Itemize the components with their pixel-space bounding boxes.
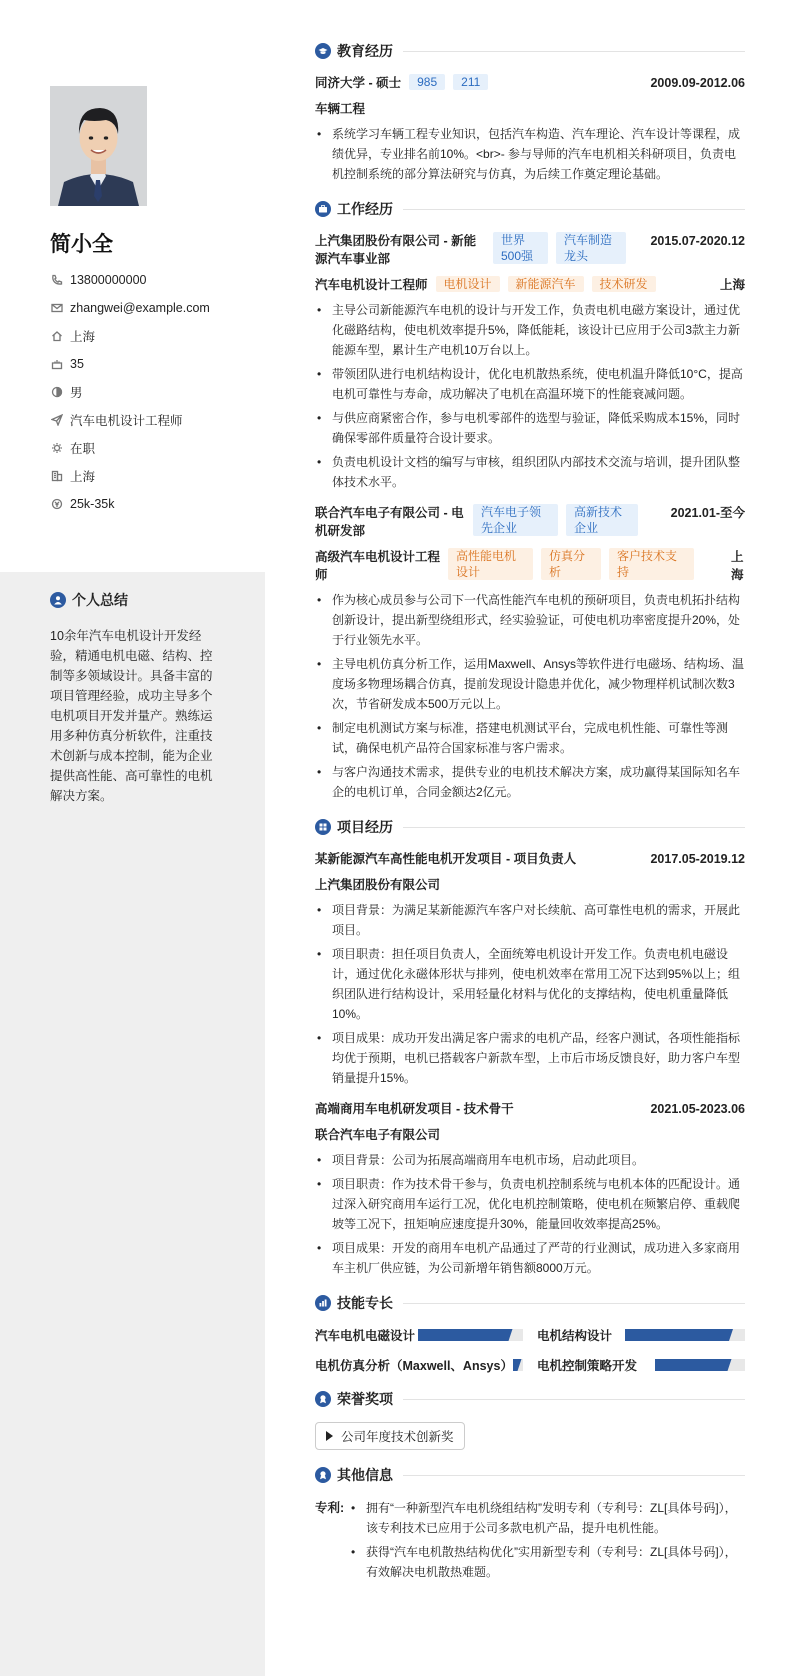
contact-info-list [50,266,260,518]
status-text: 在职 [70,442,96,456]
position-text: 汽车电机设计工程师 [70,414,183,428]
role-row [315,548,745,584]
divider [403,209,745,210]
list-item: • 与客户沟通技术需求，提供专业的电机技术解决方案，成功赢得某国际知名车企的电机订单，合同金额达2亿元。 [315,762,745,802]
other-title: 其他信息 [337,1467,393,1483]
gender-icon [50,385,64,399]
role-tag: 客户技术支持 [609,548,694,580]
education-title: 教育经历 [337,43,393,59]
list-item: • 项目成果：开发的商用车电机产品通过了严苛的行业测试，成功进入多家商用车主机厂供应链，为公司新增年销售额8000万元。 [315,1238,745,1278]
patent-label: 专利: [315,1501,345,1515]
award-label: 公司年度技术创新奖 [341,1430,454,1444]
awards-title: 荣誉奖项 [337,1391,393,1407]
projects-heading [315,816,745,838]
skill-name: 汽车电机电磁设计 [315,1329,416,1343]
project-date: 2021.05-2023.06 [650,1102,745,1116]
list-item: • 项目背景：公司为拓展高端商用车电机市场，启动此项目。 [315,1150,745,1170]
work-date: 2021.01-至今 [670,506,745,520]
list-item: • 系统学习车辆工程专业知识，包括汽车构造、汽车理论、汽车设计等课程，成绩优异，专业排名前10%。<br>- 参与导师的汽车电机相关科研项目，负责电机控制系统的部分算法研究与仿真，为后续工作奠定理论基础。 [315,124,745,184]
gender-text: 男 [70,386,83,400]
work-section [315,198,745,802]
skill-bar [513,1359,523,1371]
role-tag: 仿真分析 [541,548,601,580]
send-icon [50,413,64,427]
education-date: 2009.09-2012.06 [650,76,745,90]
skill-item [537,1356,745,1374]
education-header-row [315,74,745,92]
role-left [315,276,656,294]
skill-fill [418,1329,513,1341]
school-tag: 211 [453,74,488,90]
project-bullets [315,1150,745,1278]
awards-section [315,1388,745,1450]
work-header-row [315,504,745,540]
role-tag: 高性能电机设计 [448,548,533,580]
work-location: 上海 [719,278,745,292]
project-header-row [315,1100,745,1118]
skill-bar [655,1359,745,1371]
major: 车辆工程 [315,102,366,116]
education-entry [315,74,745,184]
bar-chart-icon [315,1295,331,1311]
skill-fill [655,1359,732,1371]
company-tag: 汽车制造龙头 [556,232,626,264]
skill-fill [513,1359,522,1371]
company-name: 上汽集团股份有限公司 - 新能源汽车事业部 [315,234,477,266]
avatar [50,86,147,206]
mail-icon [50,301,64,315]
project-header-row [315,850,745,868]
work-heading [315,198,745,220]
divider [403,1475,745,1476]
school-tag: 985 [409,74,445,90]
play-icon [326,1431,333,1441]
skill-bar [625,1329,745,1341]
avatar-portrait-icon [50,86,147,206]
role-tag: 新能源汽车 [508,276,584,292]
info-work-city [50,462,260,490]
work-bullets [315,590,745,802]
projects-section [315,816,745,1278]
divider [403,51,745,52]
phone-icon [50,273,64,287]
role-row [315,276,745,294]
role-tag: 技术研发 [592,276,656,292]
city-text: 上海 [70,330,96,344]
project-company: 联合汽车电子有限公司 [315,1128,441,1142]
other-heading [315,1464,745,1486]
skill-name: 电机仿真分析（Maxwell、Ansys） [315,1359,513,1373]
patent-list [349,1498,745,1586]
skill-item [315,1356,523,1374]
work-date: 2015.07-2020.12 [650,234,745,248]
awards-heading [315,1388,745,1410]
company-tag: 汽车电子领先企业 [473,504,558,536]
skills-grid [315,1326,745,1374]
home-icon [50,329,64,343]
work-title: 工作经历 [337,201,393,217]
summary-title: 个人总结 [72,592,128,608]
info-salary [50,490,260,518]
list-item: • 与供应商紧密合作，参与电机零部件的选型与验证，降低采购成本15%，同时确保零部件质量符合设计要求。 [315,408,745,448]
skill-bar [418,1329,523,1341]
work-city-text: 上海 [70,470,96,484]
info-phone [50,266,260,294]
work-header-left [315,504,655,540]
building-icon [50,469,64,483]
patents [315,1498,745,1586]
list-item: • 获得“汽车电机散热结构优化”实用新型专利（专利号：ZL[具体号码]），有效解决电机散热难题。 [349,1542,745,1582]
info-gender [50,378,260,406]
project-entry [315,1100,745,1278]
list-item: • 作为核心成员参与公司下一代高性能汽车电机的预研项目，负责电机拓扑结构创新设计，提出新型绕组形式，经实验验证，可使电机功率密度提升20%，处于行业领先水平。 [315,590,745,650]
list-item: • 带领团队进行电机结构设计，优化电机散热系统，使电机温升降低10°C，提高电机可靠性与寿命，成功解决了电机在高温环境下的性能衰减问题。 [315,364,745,404]
list-item: • 负责电机设计文档的编写与审核，组织团队内部技术交流与培训，提升团队整体技术水平。 [315,452,745,492]
award-item[interactable] [315,1422,465,1450]
info-city [50,322,260,350]
other-section [315,1464,745,1586]
list-item: • 拥有“一种新型汽车电机绕组结构”发明专利（专利号：ZL[具体号码]），该专利技术已应用于公司多款电机产品，提升电机性能。 [349,1498,745,1538]
skills-section [315,1292,745,1374]
list-item: • 制定电机测试方案与标准，搭建电机测试平台，完成电机性能、可靠性等测试，确保电机产品符合国家标准与客户需求。 [315,718,745,758]
list-item: • 项目职责：作为技术骨干参与，负责电机控制系统与电机本体的匹配设计。通过深入研究商用车运行工况，优化电机控制策略，使电机在频繁启停、重载爬坡等工况下，扭矩响应速度提升30%，能量回收效率提高25%。 [315,1174,745,1234]
projects-title: 项目经历 [337,819,393,835]
skill-item [315,1326,523,1344]
project-company: 上汽集团股份有限公司 [315,878,441,892]
skill-name: 电机结构设计 [537,1329,613,1343]
education-header-left [315,74,488,92]
divider [403,1303,745,1304]
project-name: 某新能源汽车高性能电机开发项目 - 项目负责人 [315,852,577,866]
graduation-cap-icon [315,43,331,59]
info-age [50,350,260,378]
age-icon [50,357,64,371]
salary-icon [50,497,64,511]
education-bullets [315,124,745,184]
briefcase-icon [315,201,331,217]
info-status [50,434,260,462]
role-left [315,548,725,584]
divider [403,1399,745,1400]
info-icon [315,1467,331,1483]
email-text: zhangwei@example.com [70,301,210,315]
project-bullets [315,900,745,1088]
skill-item [537,1326,745,1344]
skill-name: 电机控制策略开发 [537,1359,638,1373]
candidate-name: 简小全 [50,233,113,256]
role-title: 高级汽车电机设计工程师 [315,550,441,582]
work-entry [315,232,745,492]
age-text: 35 [70,357,84,371]
work-location: 上海 [731,550,744,582]
skills-heading [315,1292,745,1314]
company-tag: 高新技术企业 [566,504,638,536]
list-item: • 项目背景：为满足某新能源汽车客户对长续航、高可靠性电机的需求，开展此项目。 [315,900,745,940]
status-icon [50,441,64,455]
list-item: • 主导电机仿真分析工作，运用Maxwell、Ansys等软件进行电磁场、结构场、温度场多物理场耦合仿真，提前发现设计隐患并优化，减少物理样机试制次数3次，节省研发成本500万元以上。 [315,654,745,714]
skills-title: 技能专长 [337,1295,393,1311]
info-email [50,294,260,322]
divider [403,827,745,828]
role-tag: 电机设计 [436,276,500,292]
company-tag: 世界500强 [493,232,548,264]
work-header-row [315,232,745,268]
work-entry [315,504,745,802]
main-content [315,40,745,1600]
award-icon [315,1391,331,1407]
user-icon [50,592,66,608]
project-entry [315,850,745,1088]
education-section [315,40,745,184]
company-name: 联合汽车电子有限公司 - 电机研发部 [315,506,464,538]
list-item: • 项目成果：成功开发出满足客户需求的电机产品，经客户测试，各项性能指标均优于预期，电机已搭载客户新款车型，上市后市场反馈良好，助力客户车型销量提升15%。 [315,1028,745,1088]
grid-icon [315,819,331,835]
phone-text: 13800000000 [70,273,147,287]
work-header-left [315,232,630,268]
role-title: 汽车电机设计工程师 [315,278,428,292]
info-position [50,406,260,434]
skill-fill [625,1329,733,1341]
summary-heading [50,590,128,610]
project-name: 高端商用车电机研发项目 - 技术骨干 [315,1102,514,1116]
project-date: 2017.05-2019.12 [650,852,745,866]
work-bullets [315,300,745,492]
list-item: • 项目职责：担任项目负责人，全面统筹电机设计开发工作。负责电机电磁设计，通过优化永磁体形状与排列，使电机效率在常用工况下达到95%以上；组织团队进行结构设计，采用轻量化材料与优化的支撑结构，使电机重量降低10%。 [315,944,745,1024]
salary-text: 25k-35k [70,497,115,511]
list-item: • 主导公司新能源汽车电机的设计与开发工作，负责电机电磁方案设计，通过优化磁路结构，使电机效率提升5%，降低能耗，该设计已应用于公司3款主力新能源车型，累计生产电机10万台以上。 [315,300,745,360]
school-name: 同济大学 - 硕士 [315,76,402,90]
summary-text: 10余年汽车电机设计开发经验，精通电机电磁、结构、控制等多领域设计。具备丰富的项目管理经验，成功主导多个电机项目开发并量产。熟练运用多种仿真分析软件，注重技术创新与成本控制，能为企业提供高性能、高可靠性的电机解决方案。 [50,629,213,803]
education-heading [315,40,745,62]
